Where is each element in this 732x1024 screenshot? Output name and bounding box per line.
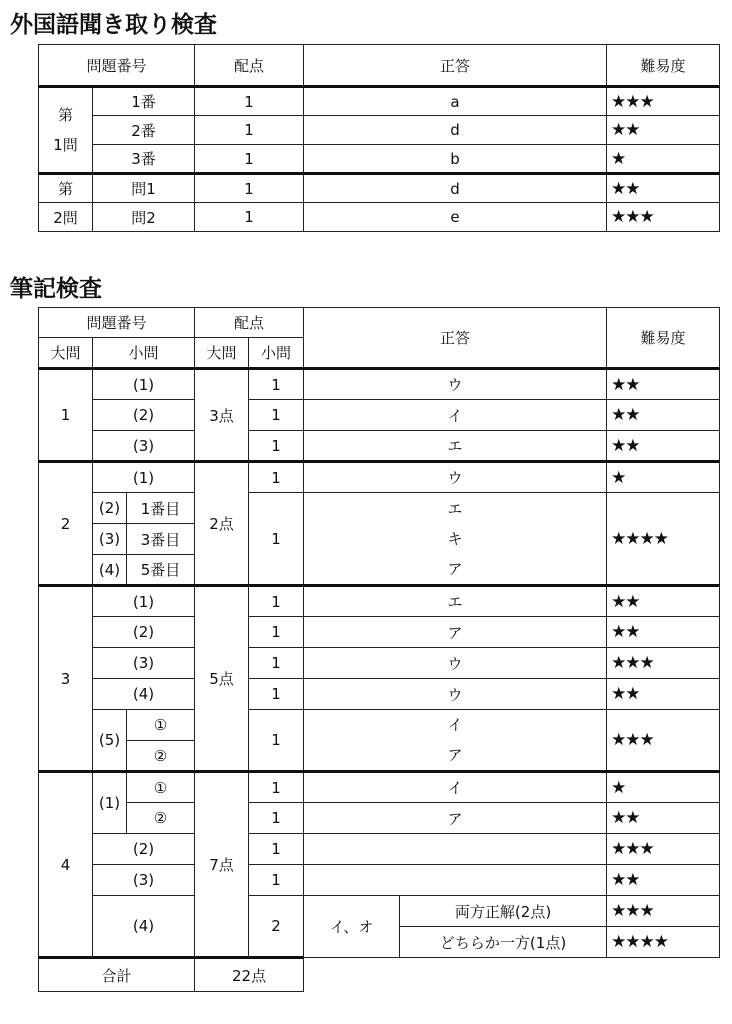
difficulty-stars: ★ <box>607 772 720 803</box>
answer-cell: エ <box>304 431 607 462</box>
total-value: 22点 <box>195 958 304 992</box>
sub-part: ② <box>127 741 195 772</box>
points-cell: 1 <box>249 865 304 896</box>
difficulty-stars: ★★★ <box>607 87 720 116</box>
sub-question: (5) <box>93 710 127 772</box>
question-total-points: 5点 <box>195 586 249 772</box>
sub-question: (2) <box>93 493 127 524</box>
answer-cell: ウ <box>304 679 607 710</box>
points-cell: 1 <box>249 400 304 431</box>
listening-title: 外国語聞き取り検査 <box>10 12 217 38</box>
points-cell: 1 <box>249 648 304 679</box>
sub-question: (3) <box>93 524 127 555</box>
points-cell: 1 <box>249 493 304 586</box>
sub-question: (1) <box>93 462 195 493</box>
answer-cell: b <box>304 145 607 174</box>
empty-cell <box>304 958 720 992</box>
answer-cell: ア <box>304 617 607 648</box>
question-total-points: 7点 <box>195 772 249 958</box>
answer-cell: a <box>304 87 607 116</box>
sub-question: (1) <box>93 369 195 400</box>
difficulty-stars: ★★ <box>607 174 720 203</box>
sub-question: (4) <box>93 679 195 710</box>
sub-question: (2) <box>93 834 195 865</box>
header-big: 大問 <box>39 338 93 369</box>
answer-cell: ウ <box>304 648 607 679</box>
sub-question: (3) <box>93 431 195 462</box>
order-label: 3番目 <box>127 524 195 555</box>
group-label-a: 第 <box>39 174 93 203</box>
answer-cell: ウ <box>304 369 607 400</box>
header-small-points: 小問 <box>249 338 304 369</box>
sub-question: (1) <box>93 772 127 834</box>
points-cell: 1 <box>195 116 304 145</box>
header-answer: 正答 <box>304 308 607 369</box>
points-cell: 1 <box>249 772 304 803</box>
sub-question: (3) <box>93 648 195 679</box>
difficulty-stars: ★★★ <box>607 203 720 232</box>
sub-part: ① <box>127 772 195 803</box>
points-cell: 1 <box>249 617 304 648</box>
answer-cell: イ <box>304 400 607 431</box>
scoring-condition: どちらか一方(1点) <box>400 927 607 958</box>
answer-cell <box>304 834 607 865</box>
points-cell: 1 <box>249 462 304 493</box>
points-cell: 1 <box>195 87 304 116</box>
answer-cell: エ キ ア <box>304 493 607 586</box>
points-cell: 2 <box>249 896 304 958</box>
answer-cell: エ <box>304 586 607 617</box>
difficulty-stars: ★★ <box>607 865 720 896</box>
header-number: 問題番号 <box>39 45 195 87</box>
difficulty-stars: ★★ <box>607 679 720 710</box>
difficulty-stars: ★★★ <box>607 896 720 927</box>
sub-question: (1) <box>93 586 195 617</box>
answer-cell: イ <box>304 772 607 803</box>
total-label: 合計 <box>39 958 195 992</box>
difficulty-stars: ★ <box>607 145 720 174</box>
difficulty-stars: ★★ <box>607 803 720 834</box>
sub-part: ② <box>127 803 195 834</box>
order-label: 1番目 <box>127 493 195 524</box>
difficulty-stars: ★★ <box>607 400 720 431</box>
sub-question: (4) <box>93 555 127 586</box>
group-label: 第 1問 <box>39 87 93 174</box>
sub-part: ① <box>127 710 195 741</box>
points-cell: 1 <box>249 431 304 462</box>
points-cell: 1 <box>249 710 304 772</box>
header-points: 配点 <box>195 308 304 338</box>
points-cell: 1 <box>195 174 304 203</box>
difficulty-stars: ★★★★ <box>607 493 720 586</box>
answer-cell <box>304 865 607 896</box>
points-cell: 1 <box>249 803 304 834</box>
written-title: 筆記検査 <box>10 276 102 302</box>
answer-cell: ウ <box>304 462 607 493</box>
sub-question: (3) <box>93 865 195 896</box>
points-cell: 1 <box>195 145 304 174</box>
scoring-condition: 両方正解(2点) <box>400 896 607 927</box>
difficulty-stars: ★★★★ <box>607 927 720 958</box>
answer-cell: e <box>304 203 607 232</box>
answer-cell: イ ア <box>304 710 607 772</box>
answer-cell: d <box>304 174 607 203</box>
header-difficulty: 難易度 <box>607 45 720 87</box>
question-total-points: 2点 <box>195 462 249 586</box>
sub-question: (2) <box>93 400 195 431</box>
difficulty-stars: ★★ <box>607 116 720 145</box>
difficulty-stars: ★★★ <box>607 834 720 865</box>
points-cell: 1 <box>249 586 304 617</box>
item-number: 問1 <box>93 174 195 203</box>
difficulty-stars: ★ <box>607 462 720 493</box>
header-points: 配点 <box>195 45 304 87</box>
item-number: 問2 <box>93 203 195 232</box>
difficulty-stars: ★★ <box>607 431 720 462</box>
difficulty-stars: ★★ <box>607 617 720 648</box>
written-table <box>38 307 720 992</box>
answer-cell: イ、オ <box>304 896 400 958</box>
item-number: 1番 <box>93 87 195 116</box>
item-number: 3番 <box>93 145 195 174</box>
group-label-b: 2問 <box>39 203 93 232</box>
difficulty-stars: ★★★ <box>607 710 720 772</box>
header-answer: 正答 <box>304 45 607 87</box>
points-cell: 1 <box>249 679 304 710</box>
points-cell: 1 <box>249 834 304 865</box>
header-big-points: 大問 <box>195 338 249 369</box>
points-cell: 1 <box>195 203 304 232</box>
difficulty-stars: ★★ <box>607 586 720 617</box>
question-number: 4 <box>39 772 93 958</box>
order-label: 5番目 <box>127 555 195 586</box>
listening-table <box>38 44 720 232</box>
question-total-points: 3点 <box>195 369 249 462</box>
answer-cell: d <box>304 116 607 145</box>
difficulty-stars: ★★ <box>607 369 720 400</box>
item-number: 2番 <box>93 116 195 145</box>
question-number: 1 <box>39 369 93 462</box>
sub-question: (2) <box>93 617 195 648</box>
header-difficulty: 難易度 <box>607 308 720 369</box>
header-small: 小問 <box>93 338 195 369</box>
sub-question: (4) <box>93 896 195 958</box>
points-cell: 1 <box>249 369 304 400</box>
header-number: 問題番号 <box>39 308 195 338</box>
answer-cell: ア <box>304 803 607 834</box>
difficulty-stars: ★★★ <box>607 648 720 679</box>
question-number: 3 <box>39 586 93 772</box>
question-number: 2 <box>39 462 93 586</box>
